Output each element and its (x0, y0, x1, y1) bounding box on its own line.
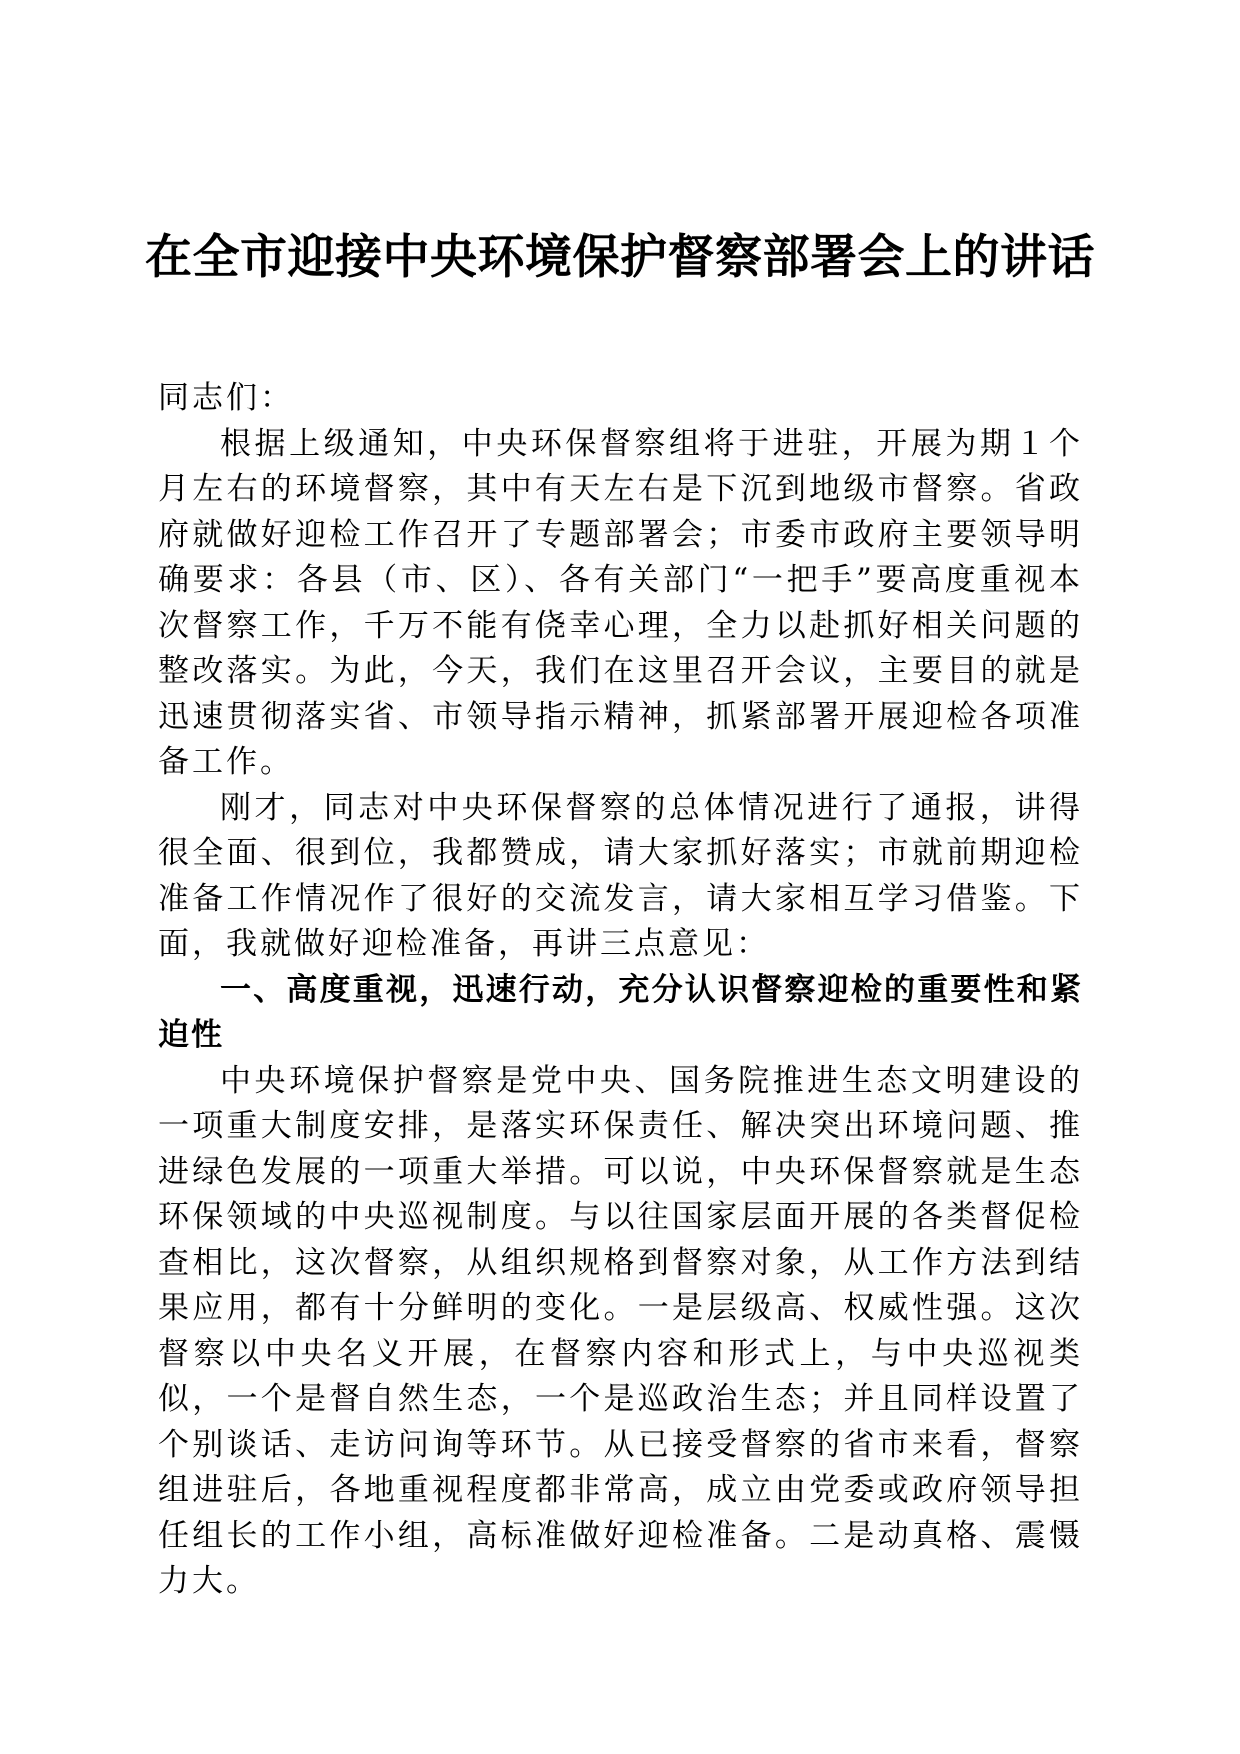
document-body (158, 376, 1083, 1605)
paragraph-notice: 根据上级通知，中央环保督察组将于进驻，开展为期１个月左右的环境督察，其中有天左右是下沉到地级市督察。省政府就做好迎检工作召开了专题部署会；市委市政府主要领导明确要求：各县（市、区）、各有关部门“一把手”要高度重视本次督察工作，千万不能有侥幸心理，全力以赴抓好相关问题的整改落实。为此，今天，我们在这里召开会议，主要目的就是迅速贯彻落实省、市领导指示精神，抓紧部署开展迎检各项准备工作。 (158, 425, 1083, 780)
paragraph-remarks: 刚才，同志对中央环保督察的总体情况进行了通报，讲得很全面、很到位，我都赞成，请大家抓好落实；市就前期迎检准备工作情况作了很好的交流发言，请大家相互学习借鉴。下面，我就做好迎检准备，再讲三点意见： (158, 789, 1083, 962)
paragraph-section-1: 中央环境保护督察是党中央、国务院推进生态文明建设的一项重大制度安排，是落实环保责任、解决突出环境问题、推进绿色发展的一项重大举措。可以说，中央环保督察就是生态环保领域的中央巡视制度。与以往国家层面开展的各类督促检查相比，这次督察，从组织规格到督察对象，从工作方法到结果应用，都有十分鲜明的变化。一是层级高、权威性强。这次督察以中央名义开展，在督察内容和形式上，与中央巡视类似，一个是督自然生态，一个是巡政治生态；并且同样设置了个别谈话、走访问询等环节。从已接受督察的省市来看，督察组进驻后，各地重视程度都非常高，成立由党委或政府领导担任组长的工作小组，高标准做好迎检准备。二是动真格、震慑力大。 (158, 1062, 1083, 1599)
salutation: 同志们： (158, 380, 294, 416)
document-title: 在全市迎接中央环境保护督察部署会上的讲话 (145, 230, 1095, 285)
section-heading-1: 一、高度重视，迅速行动，充分认识督察迎检的重要性和紧迫性 (158, 971, 1083, 1053)
